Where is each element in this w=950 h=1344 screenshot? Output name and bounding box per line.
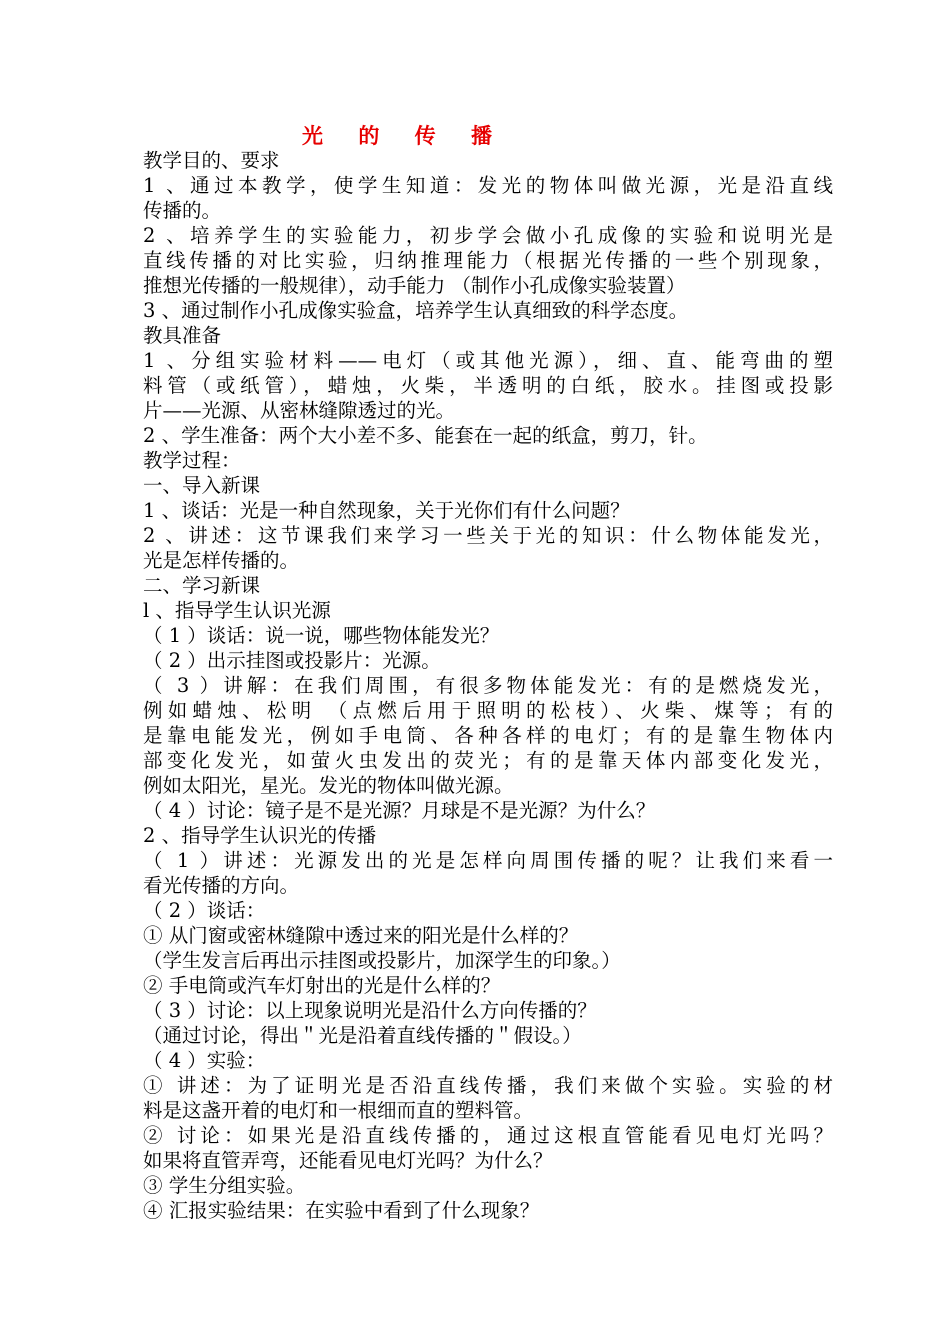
text-line: ① 讲述：为了证明光是否沿直线传播，我们来做个实验。实验的材 — [143, 1074, 833, 1097]
text-line: ③ 学生分组实验。 — [143, 1174, 306, 1197]
text-line: 片——光源、从密林缝隙透过的光。 — [143, 399, 456, 422]
text-line: （ 3 ）讨论：以上现象说明光是沿什么方向传播的？ — [143, 999, 597, 1022]
document-body — [143, 148, 833, 1223]
text-line: 例如蜡烛、松明 （点燃后用于照明的松枝）、火柴、煤等；有的 — [143, 699, 833, 722]
text-line: （学生发言后再出示挂图或投影片，加深学生的印象。） — [143, 949, 621, 972]
text-line: ④ 汇报实验结果：在实验中看到了什么现象？ — [143, 1199, 540, 1222]
text-line: （通过讨论，得出＂光是沿着直线传播的＂假设。） — [143, 1024, 582, 1047]
text-line: 教学目的、要求 — [143, 149, 280, 172]
text-line: （ 1 ）谈话：说一说，哪些物体能发光？ — [143, 624, 500, 647]
text-line: 料管（或纸管），蜡烛，火柴，半透明的白纸，胶水。挂图或投影 — [143, 374, 833, 397]
text-line: 传播的。 — [143, 199, 222, 222]
text-line: 2 、指导学生认识光的传播 — [143, 824, 377, 847]
text-line: （ 3 ）讲解：在我们周围，有很多物体能发光：有的是燃烧发光， — [143, 674, 833, 697]
text-line: 二、学习新课 — [143, 574, 261, 597]
text-line: 如果将直管弄弯，还能看见电灯光吗？为什么？ — [143, 1149, 553, 1172]
text-line: 看光传播的方向。 — [143, 874, 300, 897]
text-line: 2 、学生准备：两个大小差不多、能套在一起的纸盒，剪刀，针。 — [143, 424, 708, 447]
text-line: 部变化发光，如萤火虫发出的荧光；有的是靠天体内部变化发光， — [143, 749, 833, 772]
text-line: （ 4 ）讨论：镜子是不是光源？月球是不是光源？为什么？ — [143, 799, 656, 822]
text-line: （ 1 ）讲述：光源发出的光是怎样向周围传播的呢？让我们来看一 — [143, 849, 833, 872]
text-line: ① 从门窗或密林缝隙中透过来的阳光是什么样的？ — [143, 924, 579, 947]
text-line: 一、导入新课 — [143, 474, 261, 497]
text-line: 1 、分组实验材料——电灯（或其他光源），细、直、能弯曲的塑 — [143, 349, 833, 372]
text-line: 推想光传播的一般规律），动手能力 （制作小孔成像实验装置） — [143, 274, 686, 297]
text-line: 2 、培养学生的实验能力，初步学会做小孔成像的实验和说明光是 — [143, 224, 833, 247]
text-line: （ 4 ）实验： — [143, 1049, 266, 1072]
text-line: 教具准备 — [143, 324, 222, 347]
text-line: 1 、谈话：光是一种自然现象，关于光你们有什么问题？ — [143, 499, 630, 522]
text-line: ② 手电筒或汽车灯射出的光是什么样的？ — [143, 974, 501, 997]
text-line: 是靠电能发光，例如手电筒、各种各样的电灯；有的是靠生物体内 — [143, 724, 833, 747]
text-line: ② 讨论：如果光是沿直线传播的，通过这根直管能看见电灯光吗？ — [143, 1124, 833, 1147]
text-line: 2 、讲述：这节课我们来学习一些关于光的知识：什么物体能发光， — [143, 524, 833, 547]
text-line: 料是这盏开着的电灯和一根细而直的塑料管。 — [143, 1099, 534, 1122]
text-line: 直线传播的对比实验，归纳推理能力（根据光传播的一些个别现象， — [143, 249, 833, 272]
text-line: （ 2 ）谈话： — [143, 899, 266, 922]
text-line: 教学过程： — [143, 449, 241, 472]
text-line: （ 2 ）出示挂图或投影片：光源。 — [143, 649, 441, 672]
document-title: 光 的 传 播 — [302, 123, 506, 148]
text-line: 光是怎样传播的。 — [143, 549, 300, 572]
text-line: 3 、通过制作小孔成像实验盒，培养学生认真细致的科学态度。 — [143, 299, 689, 322]
text-line: 1 、通过本教学，使学生知道：发光的物体叫做光源，光是沿直线 — [143, 174, 833, 197]
text-line: 例如太阳光，星光。发光的物体叫做光源。 — [143, 774, 514, 797]
text-line: l 、指导学生认识光源 — [143, 599, 331, 622]
